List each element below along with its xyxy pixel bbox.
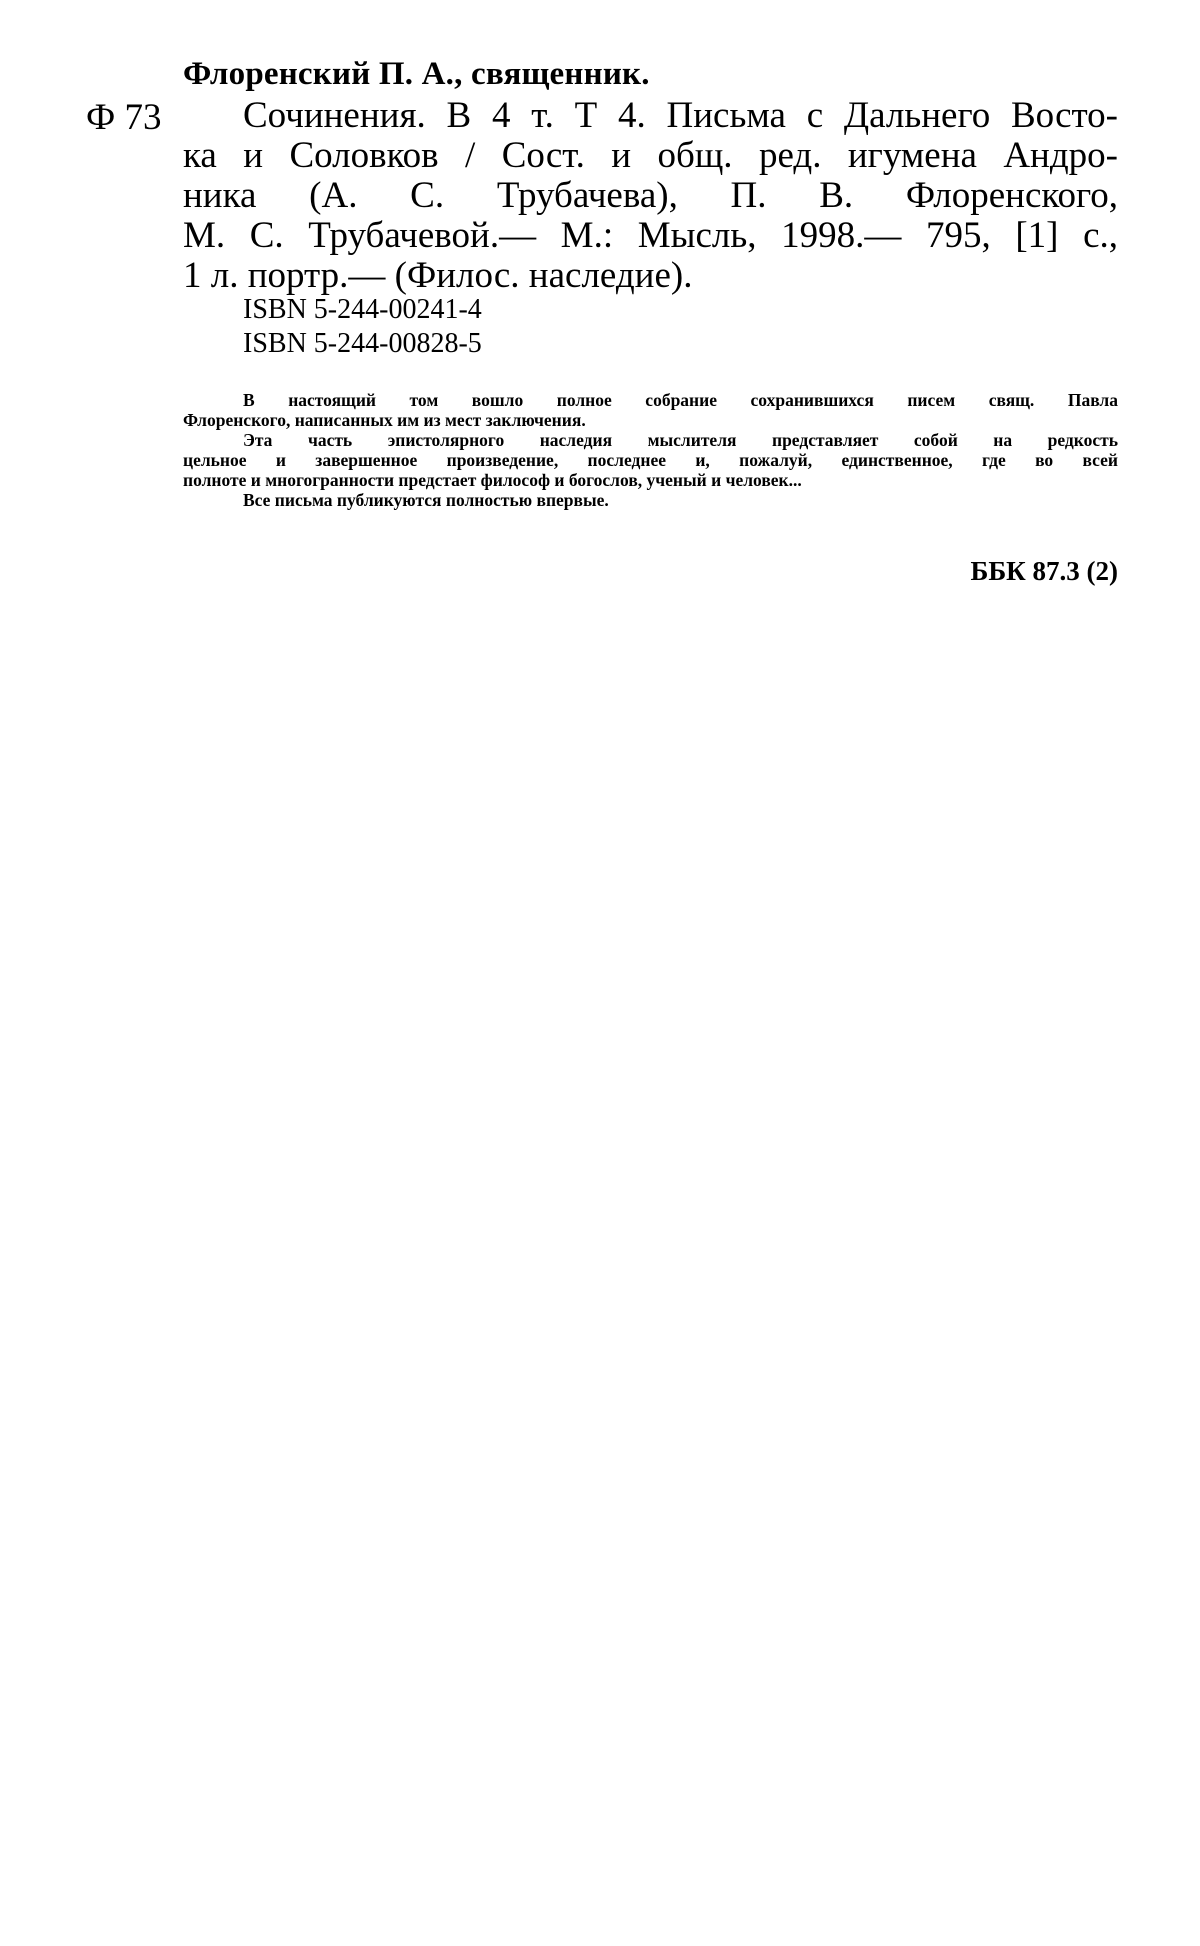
annotation-line: полноте и многогранности предстает философ и богослов, ученый и человек...	[183, 470, 802, 490]
annotation-line: цельное и завершенное произведение, последнее и, пожалуй, единственное, где во всей	[183, 450, 1118, 470]
main-entry-line: 1 л. портр.— (Филос. наследие).	[183, 255, 693, 296]
main-entry	[183, 96, 1118, 296]
call-index: Ф 73	[86, 97, 162, 138]
main-entry-line: ника (А. С. Трубачева), П. В. Флоренского,	[183, 175, 1118, 216]
annotation-line: Все письма публикуются полностью впервые.	[243, 490, 609, 510]
annotation-line: Флоренского, написанных им из мест заключения.	[183, 410, 586, 430]
isbn-line: ISBN 5-244-00241-4	[243, 294, 482, 325]
main-entry-line: М. С. Трубачевой.— М.: Мысль, 1998.— 795, [1] с.,	[183, 215, 1118, 256]
annotation	[183, 390, 1118, 510]
bbk-code: ББК 87.3 (2)	[970, 556, 1118, 586]
isbn-line: ISBN 5-244-00828-5	[243, 328, 482, 359]
annotation-line: В настоящий том вошло полное собрание сохранившихся писем свящ. Павла	[243, 390, 1118, 410]
annotation-line: Эта часть эпистолярного наследия мыслителя представляет собой на редкость	[243, 430, 1118, 450]
main-entry-line: Сочинения. В 4 т. Т 4. Письма с Дальнего Восто-	[243, 95, 1118, 136]
author-heading: Флоренский П. А., священник.	[183, 56, 650, 92]
main-entry-line: ка и Соловков / Сост. и общ. ред. игумена Андро-	[183, 135, 1118, 176]
